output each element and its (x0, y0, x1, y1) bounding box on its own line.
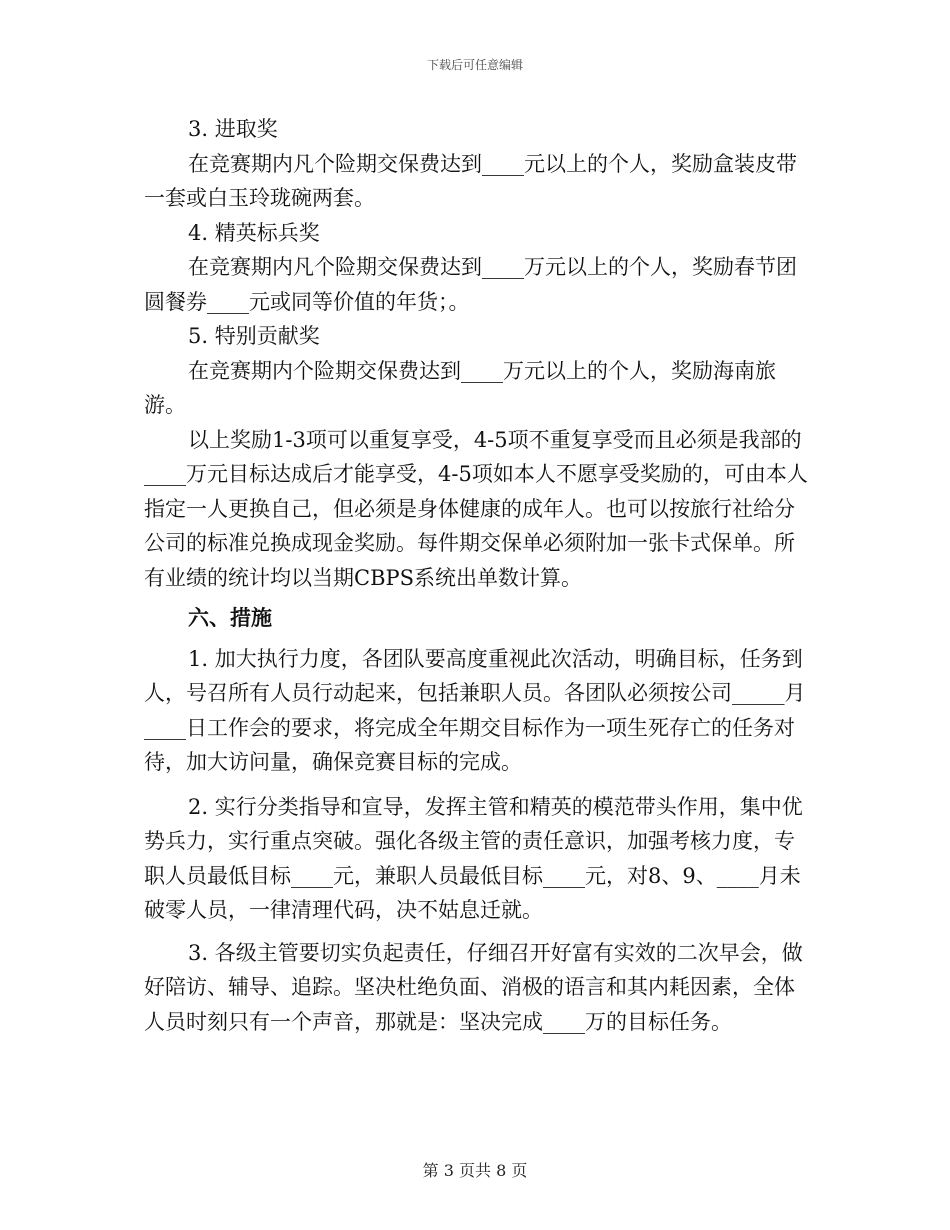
section-heading-4: 4. 精英标兵奖 (188, 220, 320, 245)
document-body (144, 112, 809, 1039)
paragraph-award-5: 在竞赛期内个险期交保费达到____万元以上的个人，奖励海南旅游。 (144, 358, 776, 417)
section-heading-3: 3. 进取奖 (188, 117, 278, 141)
section-heading-measures: 六、措施 (188, 605, 272, 630)
page-header: 下载后可任意编辑 (426, 58, 523, 72)
paragraph-award-4: 在竞赛期内凡个险期交保费达到____万元以上的个人，奖励春节团圆餐券____元或同等价值的年货；。 (144, 255, 797, 314)
paragraph-measure-2: 2. 实行分类指导和宣导，发挥主管和精英的模范带头作用，集中优势兵力，实行重点突破。强化各级主管的责任意识，加强考核力度，专职人员最低目标____元，兼职人员最低目标____元，对8、9、____月未破零人员，一律清理代码，决不姑息迁就。 (144, 794, 803, 922)
paragraph-award-notes: 以上奖励1-3项可以重复享受，4-5项不重复享受而且必须是我部的____万元目标达成后才能享受，4-5项如本人不愿享受奖励的，可由本人指定一人更换自己，但必须是身体健康的成年人。也可以按旅行社给分公司的标准兑换成现金奖励。每件期交保单必须附加一张卡式保单。所有业绩的统计均以当期CBPS系统出单数计算。 (144, 427, 808, 590)
paragraph-measure-3: 3. 各级主管要切实负起责任，仔细召开好富有实效的二次早会，做好陪访、辅导、追踪。坚决杜绝负面、消极的语言和其内耗因素，全体人员时刻只有一个声音，那就是：坚决完成____万的目标任务。 (144, 940, 803, 1034)
paragraph-award-3: 在竞赛期内凡个险期交保费达到____元以上的个人，奖励盒装皮带一套或白玉玲珑碗两套。 (144, 151, 797, 210)
section-heading-5: 5. 特别贡献奖 (188, 324, 320, 348)
paragraph-measure-1: 1. 加大执行力度，各团队要高度重视此次活动，明确目标，任务到人，号召所有人员行动起来，包括兼职人员。各团队必须按公司_____月____日工作会的要求，将完成全年期交目标作为一项生死存亡的任务对待，加大访问量，确保竞赛目标的完成。 (144, 646, 806, 774)
page-footer: 第 3 页共 8 页 (422, 1161, 528, 1180)
